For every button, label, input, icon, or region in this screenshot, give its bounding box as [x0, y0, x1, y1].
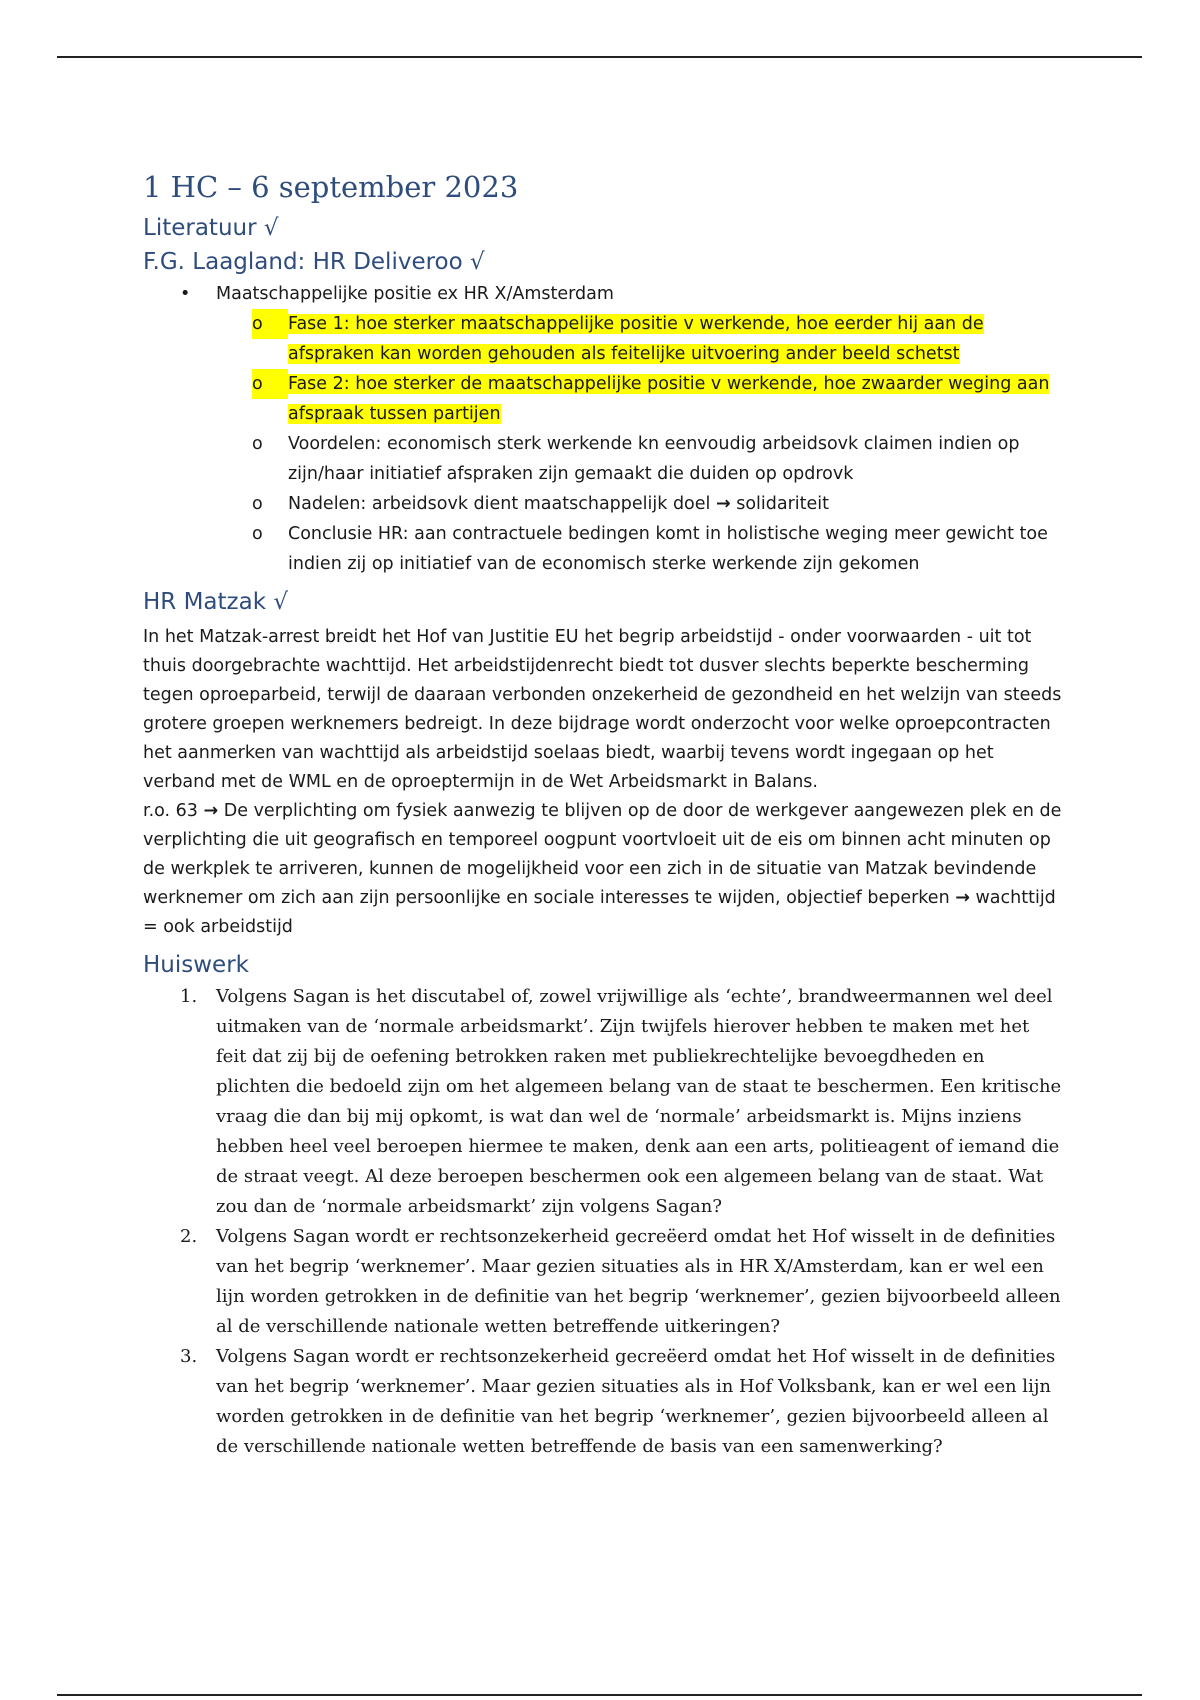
list-item	[143, 489, 1063, 519]
list-item	[143, 429, 1063, 489]
bullet-text: Maatschappelijke positie ex HR X/Amsterdam	[216, 284, 614, 304]
sub-item-text-a: Nadelen: arbeidsovk dient maatschappelijk doel	[288, 494, 711, 514]
list-item	[143, 309, 1063, 369]
homework-text: Volgens Sagan wordt er rechtsonzekerheid gecreëerd omdat het Hof wisselt in de definities van het begrip ‘werknemer’. Maar gezien situaties als in Hof Volksbank, kan er wel een lijn worden getrokken in de definitie van het begrip ‘werknemer’, gezien bijvoorbeeld alleen al de verschillende nationale wetten betreffende de basis van een samenwerking?	[216, 1346, 1056, 1457]
heading-huiswerk: Huiswerk	[143, 952, 249, 978]
bullet-icon: •	[180, 284, 191, 304]
homework-text: Volgens Sagan is het discutabel of, zowel vrijwillige als ‘echte’, brandweermannen wel deel uitmaken van de ‘normale arbeidsmarkt’. Zijn twijfels hierover hebben te maken met het feit dat zij bij de oefening betrokken raken met publiekrechtelijke bevoegdheden en plichten die bedoeld zijn om het algemeen belang van de staat te beschermen. Een kritische vraag die dan bij mij opkomt, is wat dan wel de ‘normale’ arbeidsmarkt is. Mijns inziens hebben heel veel beroepen hiermee te maken, denk aan een arts, politieagent of iemand die de straat veegt. Al deze beroepen beschermen ook een algemeen belang van de staat. Wat zou dan de ‘normale arbeidsmarkt’ zijn volgens Sagan?	[216, 986, 1062, 1217]
circle-bullet-icon: o	[252, 524, 263, 544]
arrow-right-icon: →	[715, 494, 731, 514]
item-number: 3.	[180, 1346, 198, 1367]
footer-rule	[57, 1694, 1142, 1696]
matzak-summary: In het Matzak-arrest breidt het Hof van Justitie EU het begrip arbeidstijd - onder voorwaarden - uit tot thuis doorgebrachte wachttijd. Het arbeidstijdenrecht biedt tot dusver slechts beperkte bescherming tegen oproeparbeid, terwijl de daaraan verbonden onzekerheid de gezondheid en het welzijn van steeds grotere groepen werknemers bedreigt. In deze bijdrage wordt onderzocht voor welke oproepcontracten het aanmerken van wachttijd als arbeidstijd soelaas biedt, waarbij tevens wordt ingegaan op het verband met de WML en de oproeptermijn in de Wet Arbeidsmarkt in Balans.	[143, 627, 1062, 792]
list-item	[143, 1222, 1063, 1342]
item-number: 1.	[180, 986, 198, 1007]
sub-item-text: Conclusie HR: aan contractuele bedingen komt in holistische weging meer gewicht toe indien zij op initiatief van de economisch sterke werkende zijn gekomen	[288, 524, 1048, 574]
homework-text: Volgens Sagan wordt er rechtsonzekerheid gecreëerd omdat het Hof wisselt in de definities van het begrip ‘werknemer’. Maar gezien situaties als in HR X/Amsterdam, kan er wel een lijn worden getrokken in de definitie van het begrip ‘werknemer’, gezien bijvoorbeeld alleen al de verschillende nationale wetten betreffende uitkeringen?	[216, 1226, 1061, 1337]
bullet-list	[143, 279, 1063, 309]
list-item	[143, 369, 1063, 429]
sub-item-text: Fase 1: hoe sterker maatschappelijke positie v werkende, hoe eerder hij aan de afspraken kan worden gehouden als feitelijke uitvoering ander beeld schetst	[288, 314, 984, 364]
page-title: 1 HC – 6 september 2023	[143, 170, 519, 204]
circle-bullet-icon: o	[252, 434, 263, 454]
sub-item-text	[288, 494, 829, 514]
ro-prefix: r.o. 63	[143, 801, 198, 821]
matzak-paragraph	[143, 623, 1063, 942]
homework-list	[143, 982, 1063, 1462]
list-item	[143, 982, 1063, 1222]
ro-tail: wachttijd = ook arbeidstijd	[143, 888, 1056, 937]
heading-matzak: HR Matzak √	[143, 589, 288, 615]
header-rule	[57, 56, 1142, 58]
sub-list	[143, 309, 1063, 579]
heading-literatuur: Literatuur √	[143, 215, 279, 241]
circle-bullet-icon: o	[252, 369, 288, 399]
list-item	[143, 1342, 1063, 1462]
arrow-right-icon: →	[203, 801, 219, 821]
item-number: 2.	[180, 1226, 198, 1247]
sub-item-text: Voordelen: economisch sterk werkende kn eenvoudig arbeidsovk claimen indien op zijn/haar initiatief afspraken zijn gemaakt die duiden op opdrovk	[288, 434, 1020, 484]
sub-item-text: Fase 2: hoe sterker de maatschappelijke positie v werkende, hoe zwaarder weging aan afspraak tussen partijen	[288, 374, 1050, 424]
circle-bullet-icon: o	[252, 494, 263, 514]
document-body	[143, 168, 1063, 1462]
arrow-right-icon: →	[955, 888, 970, 908]
heading-deliveroo: F.G. Laagland: HR Deliveroo √	[143, 249, 485, 275]
list-item	[143, 519, 1063, 579]
circle-bullet-icon: o	[252, 309, 288, 339]
sub-item-text-b: solidariteit	[730, 494, 829, 514]
list-item	[143, 279, 1063, 309]
ro-text: De verplichting om fysiek aanwezig te blijven op de door de werkgever aangewezen plek en de verplichting die uit geografisch en temporeel oogpunt voortvloeit uit de eis om binnen acht minuten op de werkplek te arriveren, kunnen de mogelijkheid voor een zich in de situatie van Matzak bevindende werknemer om zich aan zijn persoonlijke en sociale interesses te wijden, objectief beperken	[143, 801, 1062, 908]
